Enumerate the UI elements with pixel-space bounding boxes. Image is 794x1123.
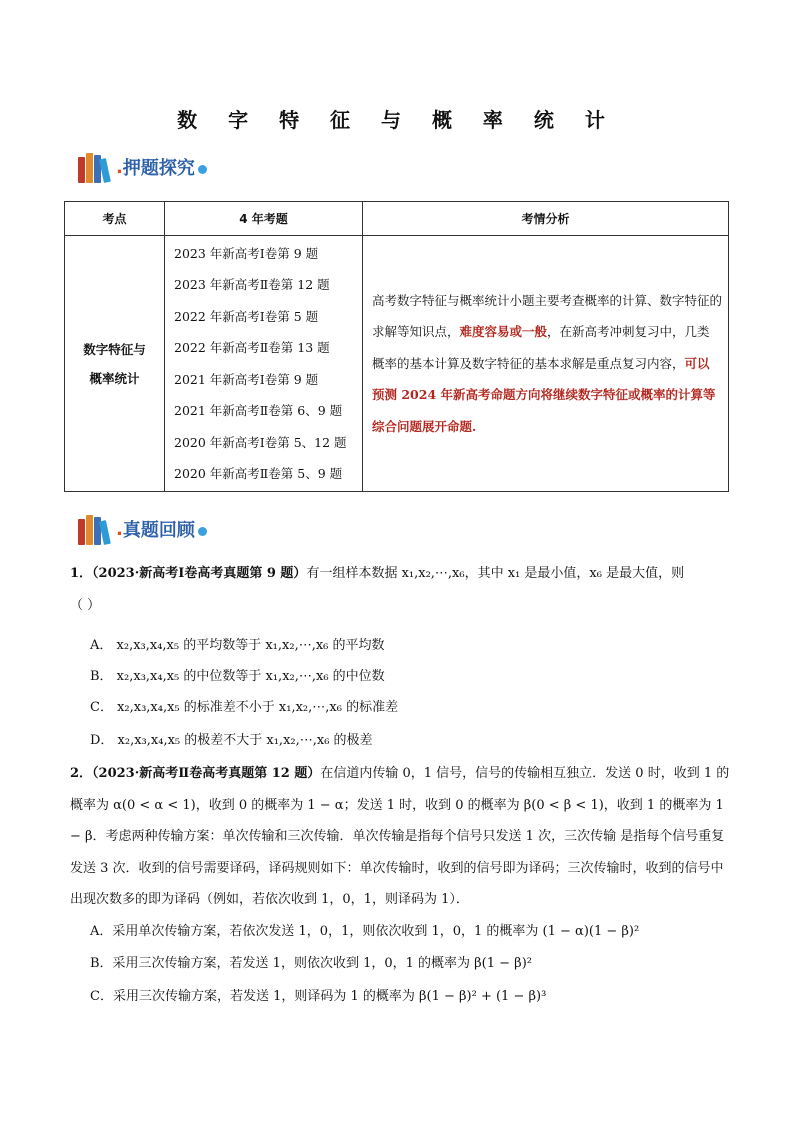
analysis-highlight: 可以预测 2024 年新高考命题方向将继续数字特征或概率的计算等综合问题展开命题 xyxy=(372,355,716,434)
section-label: 真题回顾 xyxy=(122,520,195,541)
question-source: （2023·新高考Ⅰ卷高考真题第 9 题） xyxy=(92,566,307,581)
analysis-text: 高考数字特征与概率统计小题主要考查概率的计算、数字特征的求解等知识点， xyxy=(372,292,723,340)
analysis-text: ，在新高考冲刺复习中，几类概率的基本计算及数字特征的基本求解是重点复习内容， xyxy=(372,324,710,371)
option-a: A． x₂,x₃,x₄,x₅ 的平均数等于 x₁,x₂,⋯,x₆ 的平均数 xyxy=(90,638,385,653)
option-d: D． x₂,x₃,x₄,x₅ 的极差不大于 x₁,x₂,⋯,x₆ 的极差 xyxy=(90,733,373,748)
header-questions: 4 年考题 xyxy=(165,202,363,236)
question-number: 1． xyxy=(70,566,93,581)
question-number: 2． xyxy=(70,766,93,781)
question-source: （2023·新高考Ⅱ卷高考真题第 12 题） xyxy=(92,766,321,781)
section-header-review: . 真题回顾 xyxy=(78,512,207,546)
section-label: 押题探究 xyxy=(122,158,195,179)
books-icon xyxy=(78,513,112,545)
section-header-predict: . 押题探究 xyxy=(78,150,207,184)
dot-icon xyxy=(198,165,207,174)
analysis-end: . xyxy=(472,418,477,434)
question-list-cell xyxy=(165,236,363,492)
dot-icon xyxy=(198,527,207,536)
question-stem: 在信道内传输 0，1 信号，信号的传输相互独立．发送 0 时，收到 1 的概率为 α(0 < α < 1)，收到 0 的概率为 1 − α；发送 1 时，收到 0 的概率为 β(0 < β < 1)，收到 1 的概率为 1 − β．考虑两种传输方案：单次传输和三次传输．单次传输是指每个信号只发送 1 次，三次传输 是指每个信号重复发送 3 次．收到的信号需要译码，译码规则如下：单次传输时，收到的信号即为译码；三次传输时，收到的信号中出现次数多的即为译码（例如，若依次收到 1，0，1，则译码为 1）． xyxy=(70,766,730,907)
analysis-cell xyxy=(363,236,729,492)
answer-paren: （ ） xyxy=(70,597,101,613)
list-item: 2023 年新高考Ⅱ卷第 12 题 xyxy=(174,277,330,292)
header-topic: 考点 xyxy=(65,202,165,236)
question-2 xyxy=(70,758,732,916)
books-icon xyxy=(78,151,112,183)
table-row xyxy=(65,236,729,492)
list-item: 2020 年新高考Ⅱ卷第 5、9 题 xyxy=(174,466,343,481)
option-a: A．采用单次传输方案，若依次发送 1，0，1，则依次收到 1，0，1 的概率为 (1 − α)(1 − β)² xyxy=(90,924,640,939)
header-analysis: 考情分析 xyxy=(363,202,729,236)
analysis-highlight: 难度容易或一般 xyxy=(459,324,548,340)
option-c: C．采用三次传输方案，若发送 1，则译码为 1 的概率为 β(1 − β)² + (1 − β)³ xyxy=(90,989,547,1004)
list-item: 2022 年新高考Ⅰ卷第 5 题 xyxy=(174,308,319,324)
question-1 xyxy=(70,558,730,621)
list-item: 2023 年新高考Ⅰ卷第 9 题 xyxy=(174,245,319,261)
option-b: B． x₂,x₃,x₄,x₅ 的中位数等于 x₁,x₂,⋯,x₆ 的中位数 xyxy=(90,669,385,684)
topic-line: 数字特征与 xyxy=(83,341,146,357)
page-title: 数 字 特 征 与 概 率 统 计 xyxy=(177,108,617,132)
list-item: 2021 年新高考Ⅱ卷第 6、9 题 xyxy=(174,403,343,418)
list-item: 2020 年新高考Ⅰ卷第 5、12 题 xyxy=(174,434,347,450)
table-header-row xyxy=(65,202,729,236)
topic-line: 概率统计 xyxy=(89,370,140,386)
question-stem: 有一组样本数据 x₁,x₂,⋯,x₆，其中 x₁ 是最小值，x₆ 是最大值，则 xyxy=(306,566,685,581)
topic-cell xyxy=(65,236,165,492)
list-item: 2022 年新高考Ⅱ卷第 13 题 xyxy=(174,340,330,355)
option-c: C． x₂,x₃,x₄,x₅ 的标准差不小于 x₁,x₂,⋯,x₆ 的标准差 xyxy=(90,700,399,715)
option-b: B．采用三次传输方案，若发送 1，则依次收到 1，0，1 的概率为 β(1 − β)² xyxy=(90,956,532,971)
list-item: 2021 年新高考Ⅰ卷第 9 题 xyxy=(174,371,319,387)
exam-table xyxy=(64,201,729,492)
